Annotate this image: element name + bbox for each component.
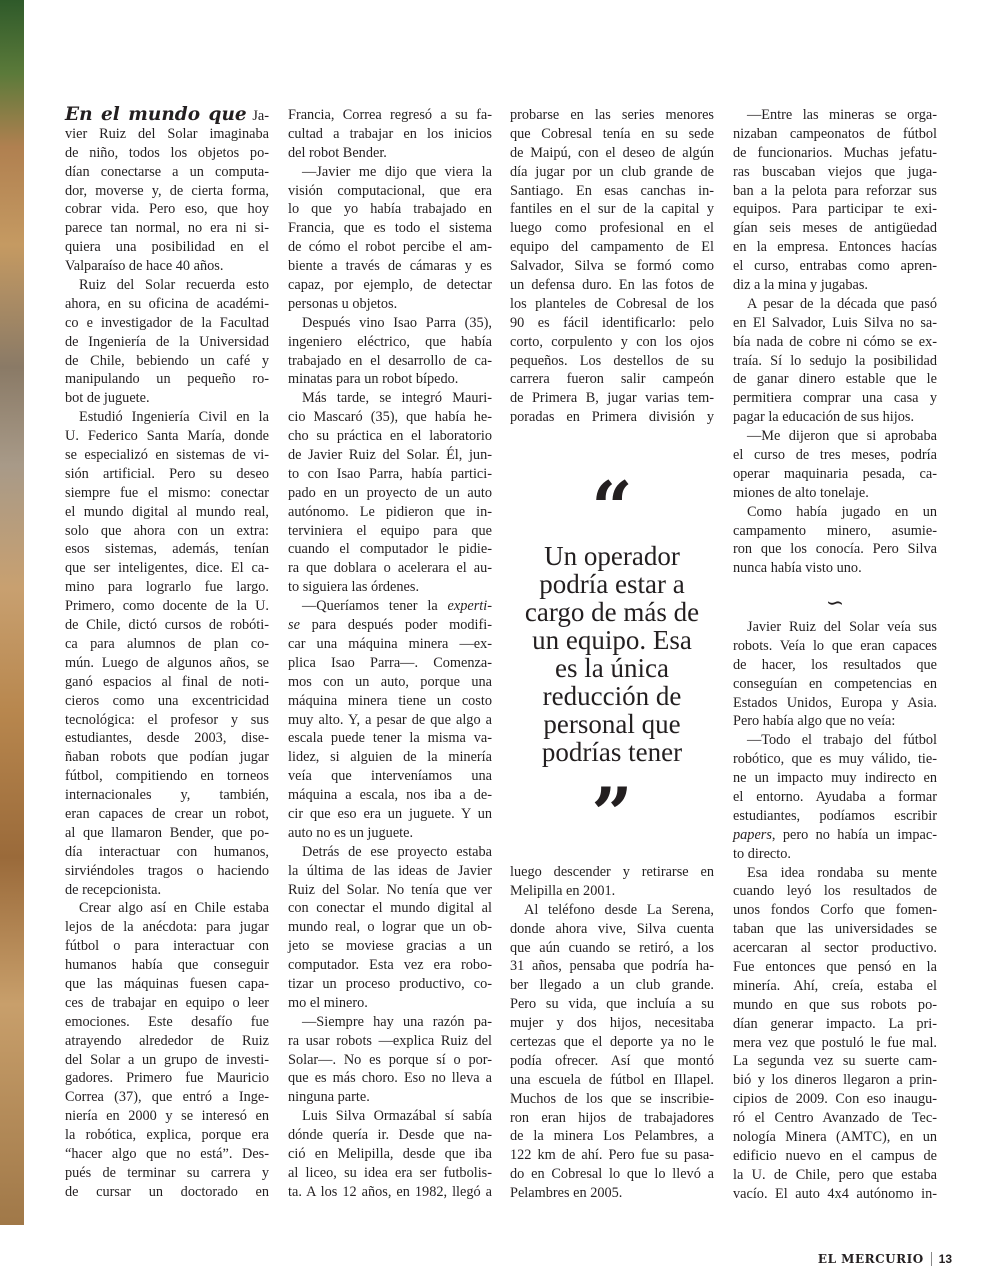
text-line: equipo del campamento de El: [510, 239, 714, 256]
text-line: sión artificial. Pero su deseo: [65, 465, 269, 482]
text-line: lejos de la anécdota: para jugar: [65, 919, 269, 936]
text-line: se especializó en sistemas de vi-: [65, 447, 269, 464]
text-line: nunca había visto uno.: [733, 560, 862, 577]
text-line: la última de las ideas de Javier: [288, 862, 492, 879]
text-line: de Javier Ruiz del Solar. Él, jun-: [288, 447, 492, 464]
column-3-bottom: [510, 863, 714, 1203]
text-line: que es más choro. Eso no lleva a: [288, 1070, 492, 1087]
text-line: cultad a trabajar en los inicios: [288, 125, 492, 142]
text-line: mo el minero.: [288, 994, 368, 1011]
text-line: bía nada de cobre ni cómo se ex-: [733, 333, 937, 350]
text-line: de Chile, bebiendo un café y: [65, 352, 269, 369]
text-line: autónomo. Le pidieron que in-: [288, 503, 492, 520]
text-line: edificio nuevo en el campus de: [733, 1147, 937, 1164]
text-line: al liceo, su idea era ser futbolis-: [288, 1164, 492, 1181]
text-line: [733, 826, 937, 845]
pull-quote-line: reducción de: [542, 681, 682, 711]
photo-edge: [0, 0, 24, 1225]
text-line: día interactuar con humanos,: [65, 843, 269, 860]
text-line: [288, 616, 492, 635]
text-line: traía. Sí lo sedujo la posibilidad: [733, 352, 937, 369]
text-line: mujer y dos hijos, necesitaba: [510, 1015, 714, 1032]
text-line: del Solar a un grupo de investi-: [65, 1051, 269, 1068]
text-line: de la minera Los Pelambres, a: [510, 1128, 714, 1145]
text-line: estudiantes, desde 2003, dise-: [65, 730, 269, 747]
text-line: cho su práctica en el laboratorio: [288, 428, 492, 445]
text-line: operar maquinaria pesada, ca-: [733, 465, 937, 482]
text-line: —Todo el trabajo del fútbol: [747, 732, 937, 749]
text-line: al que llamaron Bender, que po-: [65, 824, 269, 841]
text-line: máquina a escala, nos iba a de-: [288, 787, 492, 804]
text-line: tizar un proceso productivo, co-: [288, 975, 492, 992]
text-line: mino para lograrlo fue largo.: [65, 579, 269, 596]
text-line: permitiera comprar una casa y: [733, 390, 937, 407]
text-line: quiera una posibilidad en el: [65, 239, 269, 256]
text-line: —Siempre hay una razón pa-: [302, 1013, 492, 1030]
text-line: Luis Silva Ormazábal sí sabía: [302, 1108, 492, 1125]
pull-quote-line: podrías tener: [541, 737, 683, 767]
text-line: de hacer, los resultados que: [733, 656, 937, 673]
text-line: La segunda vez su suerte cam-: [733, 1053, 937, 1070]
text-line: dónde quería ir. Desde que na-: [288, 1127, 492, 1144]
text-line: ra que doblara o acelerara el au-: [288, 560, 492, 577]
pull-quote-line: podría estar a: [539, 569, 685, 599]
text-line: ció en Melipilla, desde que iba: [288, 1145, 492, 1162]
paragraph: [733, 864, 937, 1204]
column-2: [288, 106, 492, 1202]
text-line: manipulando un pequeño ro-: [65, 371, 269, 388]
paragraph: [65, 106, 269, 276]
text-line: mundo real, o lograr que un ob-: [288, 919, 492, 936]
text-line: ta. A los 12 años, en 1982, llegó a: [288, 1183, 492, 1200]
text-line: de niño, todos los objetos po-: [65, 144, 269, 161]
text-line: ninguna parte.: [288, 1089, 370, 1106]
text-line: ganó espacios al final de noti-: [65, 673, 269, 690]
text-span: , pero no había un impac-: [771, 826, 937, 843]
text-line: mún. Luego de algunos años, se: [65, 654, 269, 671]
text-line: que Cobresal tenía en su sede: [510, 125, 714, 142]
paragraph: [65, 899, 269, 1201]
text-line: que ser inteligentes, dice. El ca-: [65, 560, 269, 577]
text-line: certezas que el deporte ya no le: [510, 1034, 714, 1051]
text-line: cir que eso era un juguete. Y un: [288, 805, 492, 822]
paragraph: [288, 314, 492, 390]
text-line: A pesar de la década que pasó: [747, 295, 937, 312]
column-1: [65, 106, 269, 1202]
text-line: to directo.: [733, 845, 791, 862]
lead-in: En el mundo que: [65, 104, 247, 125]
text-line: taban que las universidades se: [733, 921, 937, 938]
column-4-top: [733, 106, 937, 578]
text-line: ron eran hijos de trabajadores: [510, 1109, 714, 1126]
text-line: minería. Ahí, creía, estaba el: [733, 977, 937, 994]
text-line: Fue entonces que pensó en la: [733, 959, 937, 976]
paragraph: [733, 503, 937, 579]
text-line: dían conectarse a un computa-: [65, 163, 269, 180]
text-line: esos sistemas, además, tenían: [65, 541, 269, 558]
text-line: poradas en Primera división y: [510, 409, 714, 426]
text-line: acercaran al sector productivo.: [733, 940, 937, 957]
text-line: trabajado en el desarrollo de ca-: [288, 352, 492, 369]
text-line: gían seis meses de antigüedad: [733, 220, 937, 237]
text-line: probarse en las series menores: [510, 107, 714, 123]
text-line: cieros como una excentricidad: [65, 692, 269, 709]
text-line: —Me dijeron que si aprobaba: [747, 428, 937, 445]
text-line: ces de trabajar en equipo o leer: [65, 994, 269, 1011]
text-line: to siguiera las órdenes.: [288, 579, 420, 596]
text-line: internacionales y, también,: [65, 787, 269, 804]
text-line: donde ahora vive, Silva cuenta: [510, 920, 714, 937]
text-line: ban a la pelota para reforzar sus: [733, 182, 937, 199]
paragraph: [65, 408, 269, 899]
footer-divider: [931, 1252, 932, 1266]
paragraph: [288, 843, 492, 1013]
pull-quote: [510, 465, 714, 856]
text-span: —Queríamos tener la: [302, 598, 448, 615]
text-line: podía ofrecer. Así que montó: [510, 1052, 714, 1069]
text-line: Melipilla en 2001.: [510, 882, 616, 899]
text-line: capaz, por ejemplo, de detectar: [288, 277, 492, 294]
text-line: [288, 597, 492, 616]
pull-quote-line: un equipo. Esa: [532, 625, 692, 655]
text-line: el mundo digital al mundo real,: [65, 503, 269, 520]
text-line: bió y los dineros llegaron a prin-: [733, 1072, 937, 1089]
text-line: 122 km de ahí. Pero fue su pasa-: [510, 1147, 714, 1164]
text-line: Salvador, Silva se formó como: [510, 258, 714, 275]
text-line: sirviéndoles tragos o haciendo: [65, 862, 269, 879]
text-line: Estudió Ingeniería Civil en la: [79, 409, 269, 426]
text-line: escala puede tener la misma va-: [288, 730, 492, 747]
text-line: estudiantes, podíamos escribir: [733, 807, 937, 824]
text-line: el curso, entrabas como apren-: [733, 258, 937, 275]
text-line: Valparaíso de hace 40 años.: [65, 258, 224, 275]
text-line: en El Salvador, Luis Silva no sa-: [733, 314, 937, 331]
text-line: el curso de tres meses, podría: [733, 447, 937, 464]
text-line: nología Minera (AMTC), en un: [733, 1129, 937, 1146]
paragraph: [288, 1107, 492, 1201]
paragraph: [733, 106, 937, 295]
pull-quote-line: personal que: [543, 709, 681, 739]
text-line: cio Mascaró (35), que había he-: [288, 409, 492, 426]
text-line: muy alto. Y, a pesar de que algo a: [288, 711, 492, 728]
text-line: de Ingeniería de la Universidad: [65, 333, 269, 350]
text-line: los planteles de Cobresal de los: [510, 295, 714, 312]
page-footer: [818, 1252, 952, 1266]
paragraph: [288, 106, 492, 163]
text-line: Crear algo así en Chile estaba: [79, 900, 269, 917]
text-line: el entorno. Ayudaba a formar: [733, 789, 937, 806]
text-line: nizaban campeonatos de fútbol: [733, 125, 937, 142]
text-line: de ganar dinero estable que le: [733, 371, 937, 388]
text-line: ras buscaban viejos que juga-: [733, 163, 937, 180]
text-line: lidez, si alguien de la minería: [288, 749, 492, 766]
page-number: 13: [938, 1252, 952, 1266]
text-line: carrera fueron salir campeón: [510, 371, 714, 388]
text-line: car una máquina minera —ex-: [288, 635, 492, 652]
text-line: Después vino Isao Parra (35),: [302, 314, 492, 331]
text-line: to con Isao Parra, había partici-: [288, 465, 492, 482]
text-line: —Entre las mineras se orga-: [747, 107, 937, 123]
italic-text: se: [288, 617, 300, 634]
paragraph: [288, 1013, 492, 1107]
text-line: luego como profesional en el: [510, 220, 714, 237]
text-line: —Javier me dijo que viera la: [302, 163, 492, 180]
text-line: un defensa duro. En las fotos de: [510, 277, 714, 294]
text-line: computador. Esta vez era robo-: [288, 957, 492, 974]
text-line: cobrar vida. Pero eso, que hoy: [65, 201, 269, 218]
text-line: del robot Bender.: [288, 144, 387, 161]
paragraph: [288, 597, 492, 843]
paragraph: [288, 163, 492, 314]
text-line: ra usar robots —explica Ruiz del: [288, 1032, 492, 1049]
text-line: Pero su vida, que incluía a su: [510, 996, 714, 1013]
text-line: Solar—. No es porque sí o por-: [288, 1051, 492, 1068]
text-line: pado en un proyecto de un auto: [288, 484, 492, 501]
text-line: lo que yo había trabajado en: [288, 201, 492, 218]
pull-quote-line: cargo de más de: [524, 597, 700, 627]
text-line: niería en 2000 y se interesó en: [65, 1108, 269, 1125]
text-line: máquina minera tiene un costo: [288, 692, 492, 709]
text-line: 90 es fácil identificarlo: pelo: [510, 314, 714, 331]
text-line: equipos. Para participar te exi-: [733, 201, 937, 218]
text-line: parece tan normal, no era ni si-: [65, 220, 269, 237]
column-3-top: [510, 106, 714, 427]
text-line: bot de juguete.: [65, 390, 150, 407]
text-line: veía que interveníamos una: [288, 768, 492, 785]
text-line: con conectar el mundo digital al: [288, 900, 492, 917]
text-line: Primero, como docente de la U.: [65, 598, 269, 615]
paragraph: [733, 427, 937, 503]
column-4-bottom: [733, 618, 937, 1204]
text-line: Detrás de ese proyecto estaba: [302, 843, 492, 860]
italic-text: papers: [733, 826, 772, 843]
paragraph: [510, 106, 714, 427]
text-line: Francia, Correa regresó a su fa-: [288, 107, 492, 123]
text-line: Pero había algo que no veía:: [733, 713, 896, 730]
text-line: diz a la mina y jugabas.: [733, 277, 868, 294]
close-quote-icon: ”: [591, 771, 633, 856]
text-line: de cursar un doctorado en: [65, 1183, 269, 1200]
text-line: Estados Unidos, Europa y Asia.: [733, 694, 937, 711]
text-line: Esa idea rondaba su mente: [747, 864, 937, 881]
pull-quote-line: Un operador: [544, 541, 680, 571]
text-line: emociones. Este desafío fue: [65, 1013, 269, 1030]
text-line: humanos había que conseguir: [65, 957, 269, 974]
text-line: corto, corpulento y con los ojos: [510, 333, 714, 350]
text-line: ahora, en su oficina de académi-: [65, 295, 269, 312]
text-line: Ruiz del Solar. No tenía que ver: [288, 881, 492, 898]
text-line: campamento minero, asumie-: [733, 522, 937, 539]
text-line: eran capaces de crear un robot,: [65, 805, 269, 822]
paragraph: [733, 731, 937, 863]
text-line: ca para alumnos de plan co-: [65, 635, 269, 652]
paragraph: [733, 618, 937, 731]
text-line: conseguían en competencias en: [733, 675, 937, 692]
text-line: ron que los conocía. Pero Silva: [733, 541, 937, 558]
text-line: mundo en que sus robots po-: [733, 996, 937, 1013]
text-line: ingeniero eléctrico, que había: [288, 333, 492, 350]
text-line: cipios de 2009. Con eso inaugu-: [733, 1091, 937, 1108]
text-line: visión computacional, que era: [288, 182, 492, 199]
text-line: solo que ahora con un extra:: [65, 522, 269, 539]
text-line: gadores. Primero fue Mauricio: [65, 1070, 269, 1087]
text-line: Correa (37), que entró a Inge-: [65, 1089, 269, 1106]
text-line: luego descender y retirarse en: [510, 864, 714, 880]
text-line: tecnológica: el profesor y sus: [65, 711, 269, 728]
text-line: plica Isao Parra—. Comenza-: [288, 654, 492, 671]
text-line: pequeños. Los destellos de su: [510, 352, 714, 369]
text-line: de Primera B, jugar varias tem-: [510, 390, 714, 407]
text-line: de cómo el robot percibe el am-: [288, 239, 492, 256]
text-line: que aún cuando se retiró, a los: [510, 939, 714, 956]
text-line: cuando leyó los resultados de: [733, 883, 937, 900]
text-line: dor, moverse y, de cierta forma,: [65, 182, 269, 199]
italic-text: experti-: [447, 598, 492, 615]
text-line: atrayendo alrededor de Ruiz: [65, 1032, 269, 1049]
text-line: ne un impacto muy indirecto en: [733, 770, 937, 787]
text-line: miones de alto tonelaje.: [733, 484, 869, 501]
text-line: “hacer algo que no está”. Des-: [65, 1145, 269, 1162]
section-break-ornament-icon: ∽: [825, 590, 845, 615]
text-line: co e investigador de la Facultad: [65, 314, 269, 331]
text-line: terviniera el equipo para que: [288, 522, 492, 539]
text-line: jeto se moviese gracias a un: [288, 938, 492, 955]
text-line: siempre fue el mismo: conectar: [65, 484, 269, 501]
text-line: biente a través de cámaras y es: [288, 258, 492, 275]
text-line: de Maipú, con el deseo de algún: [510, 144, 714, 161]
text-line: cuando el computador le pidie-: [288, 541, 492, 558]
text-line: de Chile, dictó cursos de robóti-: [65, 617, 269, 634]
text-line: una escuela de fútbol en Illapel.: [510, 1071, 714, 1088]
text-line: 31 años, pensaba que podría ha-: [510, 958, 714, 975]
text-line: la robótica, explica, porque era: [65, 1127, 269, 1144]
paragraph: [733, 295, 937, 427]
text-line: Javier Ruiz del Solar veía sus: [747, 619, 937, 635]
text-line: robótico, que es muy válido, tie-: [733, 751, 937, 768]
paragraph: [65, 276, 269, 408]
text-line: minatas para un robot bípedo.: [288, 371, 459, 388]
text-line: Al teléfono desde La Serena,: [524, 901, 714, 918]
text-line: personas u objetos.: [288, 295, 398, 312]
text-line: robots. Veía lo que eran capaces: [733, 637, 937, 654]
text-line: pagar la educación de sus hijos.: [733, 409, 915, 426]
text-line: fantiles en el sur de la capital y: [510, 201, 714, 218]
text-line: pués de terminar su carrera y: [65, 1164, 269, 1181]
text-line: auto no es un juguete.: [288, 824, 414, 841]
text-span: para después poder modifi-: [299, 617, 492, 634]
open-quote-icon: “: [591, 465, 633, 550]
text-line: En el mundo que Ja-: [65, 104, 269, 125]
text-line: Pelambres en 2005.: [510, 1185, 623, 1202]
text-line: do en Cobresal lo que lo llevó a: [510, 1166, 714, 1183]
text-line: Como había jugado en un: [747, 503, 937, 520]
text-line: Francia, que es todo el sistema: [288, 220, 492, 237]
text-line: fútbol, compitiendo en torneos: [65, 768, 269, 785]
text-line: la U. de Chile, pero que estaba: [733, 1166, 937, 1183]
text-line: ró el Centro Avanzado de Tec-: [733, 1110, 937, 1127]
text-line: vier Ruiz del Solar imaginaba: [65, 125, 269, 142]
text-line: Ruiz del Solar recuerda esto: [79, 277, 269, 294]
text-line: ber llegado a un club grande.: [510, 977, 714, 994]
text-line: de funcionarios. Muchas jefatu-: [733, 144, 937, 161]
text-line: día jugar por un club grande de: [510, 163, 714, 180]
text-line: vacío. El auto 4x4 autónomo in-: [733, 1185, 937, 1202]
text-line: Santiago. En esas canchas in-: [510, 182, 714, 199]
text-line: ñaban robots que podían jugar: [65, 749, 269, 766]
text-line: Más tarde, se integró Mauri-: [302, 390, 492, 407]
text-line: unos fondos Corfo que fomen-: [733, 902, 937, 919]
text-line: fútbol o para interactuar con: [65, 938, 269, 955]
text-line: que las máquinas fuesen capa-: [65, 975, 269, 992]
text-line: de recepcionista.: [65, 881, 162, 898]
paragraph: [510, 901, 714, 1203]
text-line: en la empresa. Entonces hacías: [733, 239, 937, 256]
text-line: mera vez que postuló le fue mal.: [733, 1034, 937, 1051]
text-line: U. Federico Santa María, donde: [65, 428, 269, 445]
paragraph: [510, 863, 714, 901]
text-line: mos con un auto, porque una: [288, 673, 492, 690]
pull-quote-text: [510, 542, 714, 766]
paragraph: [288, 389, 492, 597]
pull-quote-line: es la única: [555, 653, 669, 683]
publication-name: EL MERCURIO: [817, 1252, 924, 1266]
text-line: dían generar impacto. La pri-: [733, 1015, 937, 1032]
text-line: Muchos de los que se inscribie-: [510, 1090, 714, 1107]
